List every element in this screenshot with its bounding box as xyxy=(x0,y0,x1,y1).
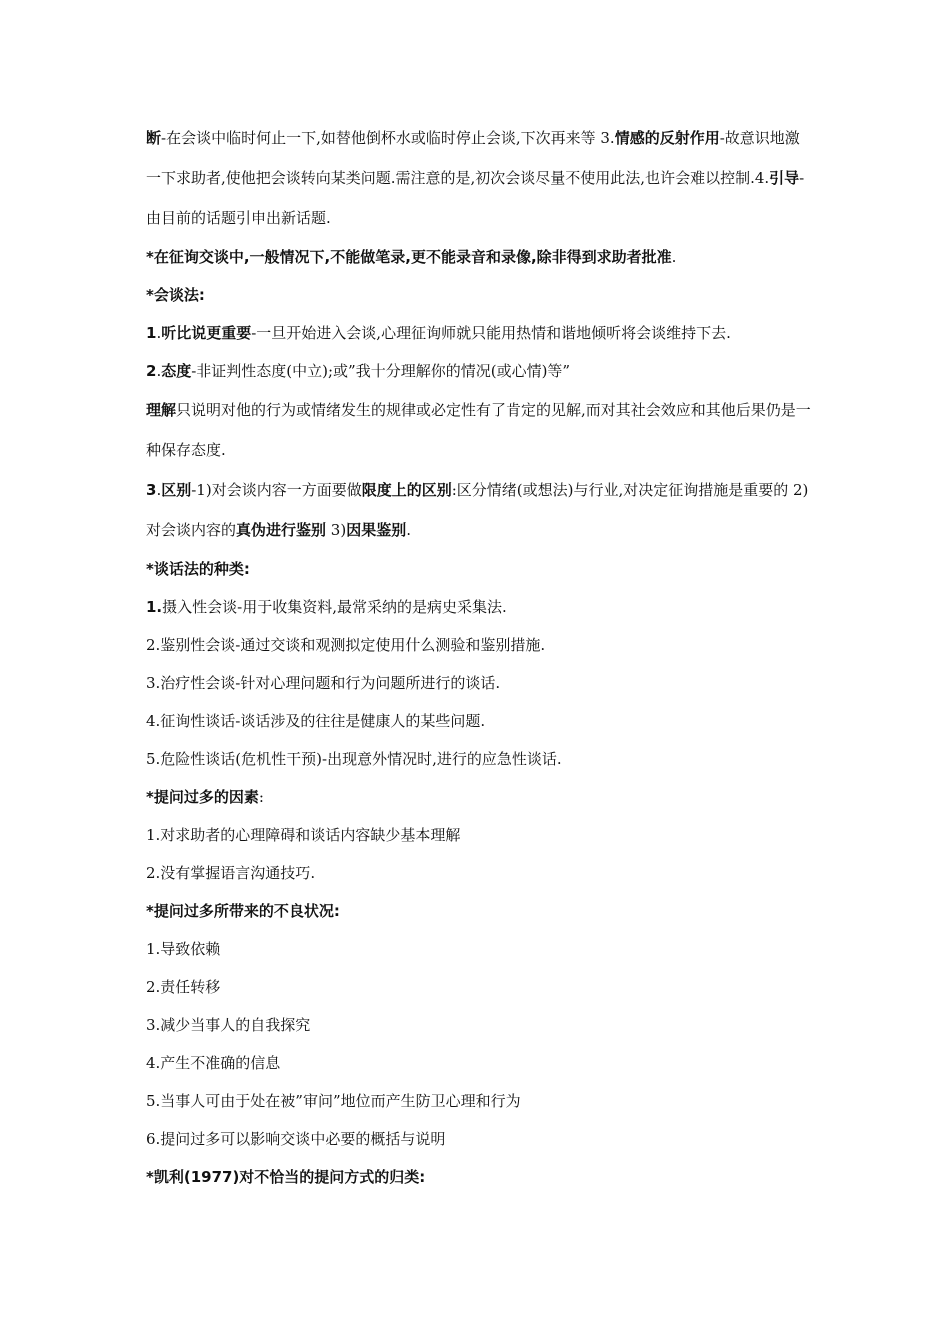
list-item: 1.摄入性会谈-用于收集资料,最常采纳的是病史采集法. xyxy=(146,598,507,616)
heading-interview-method: *会谈法: xyxy=(146,286,205,304)
text: -由目前的话题引申出新话题. xyxy=(146,169,805,227)
paragraph-attitude: 2.态度-非证判性态度(中立);或”我十分理解你的情况(或心情)等” xyxy=(146,362,571,380)
bold-term: 引导 xyxy=(769,169,800,187)
list-item: 3.治疗性会谈-针对心理问题和行为问题所进行的谈话. xyxy=(146,674,501,692)
list-item: 2.没有掌握语言沟通技巧. xyxy=(146,864,316,882)
list-item: 1.导致依赖 xyxy=(146,940,221,958)
bold-term: 态度 xyxy=(161,362,192,380)
bold-term: 理解 xyxy=(146,401,177,419)
paragraph-interruption-reflection-guidance xyxy=(146,118,814,238)
heading-too-many-questions-effects: *提问过多所带来的不良状况: xyxy=(146,902,340,920)
list-item: 1.对求助者的心理障碍和谈话内容缺少基本理解 xyxy=(146,826,461,844)
list-item: 4.产生不准确的信息 xyxy=(146,1054,281,1072)
bold-term: 区别 xyxy=(161,481,192,499)
list-item: 2.责任转移 xyxy=(146,978,221,996)
list-item: 6.提问过多可以影响交谈中必要的概括与说明 xyxy=(146,1130,446,1148)
bold-term: 因果鉴别 xyxy=(346,521,407,539)
list-item: 5.危险性谈话(危机性干预)-出现意外情况时,进行的应急性谈话. xyxy=(146,750,562,768)
heading-too-many-questions-causes: *提问过多的因素: xyxy=(146,788,264,806)
list-item: 2.鉴别性会谈-通过交谈和观测拟定使用什么测验和鉴别措施. xyxy=(146,636,546,654)
bold-term: 听比说更重要 xyxy=(161,324,252,342)
document-body xyxy=(146,118,814,1196)
heading-kelly-classification: *凯利(1977)对不恰当的提问方式的归类: xyxy=(146,1168,426,1186)
bold-term: 情感的反射作用 xyxy=(614,129,720,147)
text: . xyxy=(671,248,677,266)
paragraph-understanding: 理解只说明对他的行为或情绪发生的规律或必定性有了肯定的见解,而对其社会效应和其他后果仍是一种保存态度. xyxy=(146,401,811,459)
paragraph-distinction: 3.区别-1)对会谈内容一方面要做限度上的区别:区分情绪(或想法)与行业,对决定征询措施是重要的 2)对会谈内容的真伪进行鉴别 3)因果鉴别. xyxy=(146,481,809,539)
paragraph-no-recording xyxy=(146,238,814,276)
heading-interview-types: *谈话法的种类: xyxy=(146,560,250,578)
bold-term: 断 xyxy=(146,129,162,147)
text: -故意识地激一下求助者,使他把会谈转向某类问题.需注意的是,初次会谈尽量不使用此法,也许会难以控制.4. xyxy=(146,129,800,187)
text: -在会谈中临时何止一下,如替他倒杯水或临时停止会谈,下次再来等 3. xyxy=(161,129,615,147)
bold-term: 限度上的区别 xyxy=(361,481,452,499)
list-item: 4.征询性谈话-谈话涉及的往往是健康人的某些问题. xyxy=(146,712,486,730)
list-item: 5.当事人可由于处在被”审问”地位而产生防卫心理和行为 xyxy=(146,1092,521,1110)
bold-term: 真伪进行鉴别 xyxy=(236,521,327,539)
bold-text: *在征询交谈中,一般情况下,不能做笔录,更不能录音和录像,除非得到求助者批准 xyxy=(146,248,672,266)
list-item: 3.减少当事人的自我探究 xyxy=(146,1016,311,1034)
paragraph-listening: 1.听比说更重要-一旦开始进入会谈,心理征询师就只能用热情和谐地倾听将会谈维持下去. xyxy=(146,324,731,342)
